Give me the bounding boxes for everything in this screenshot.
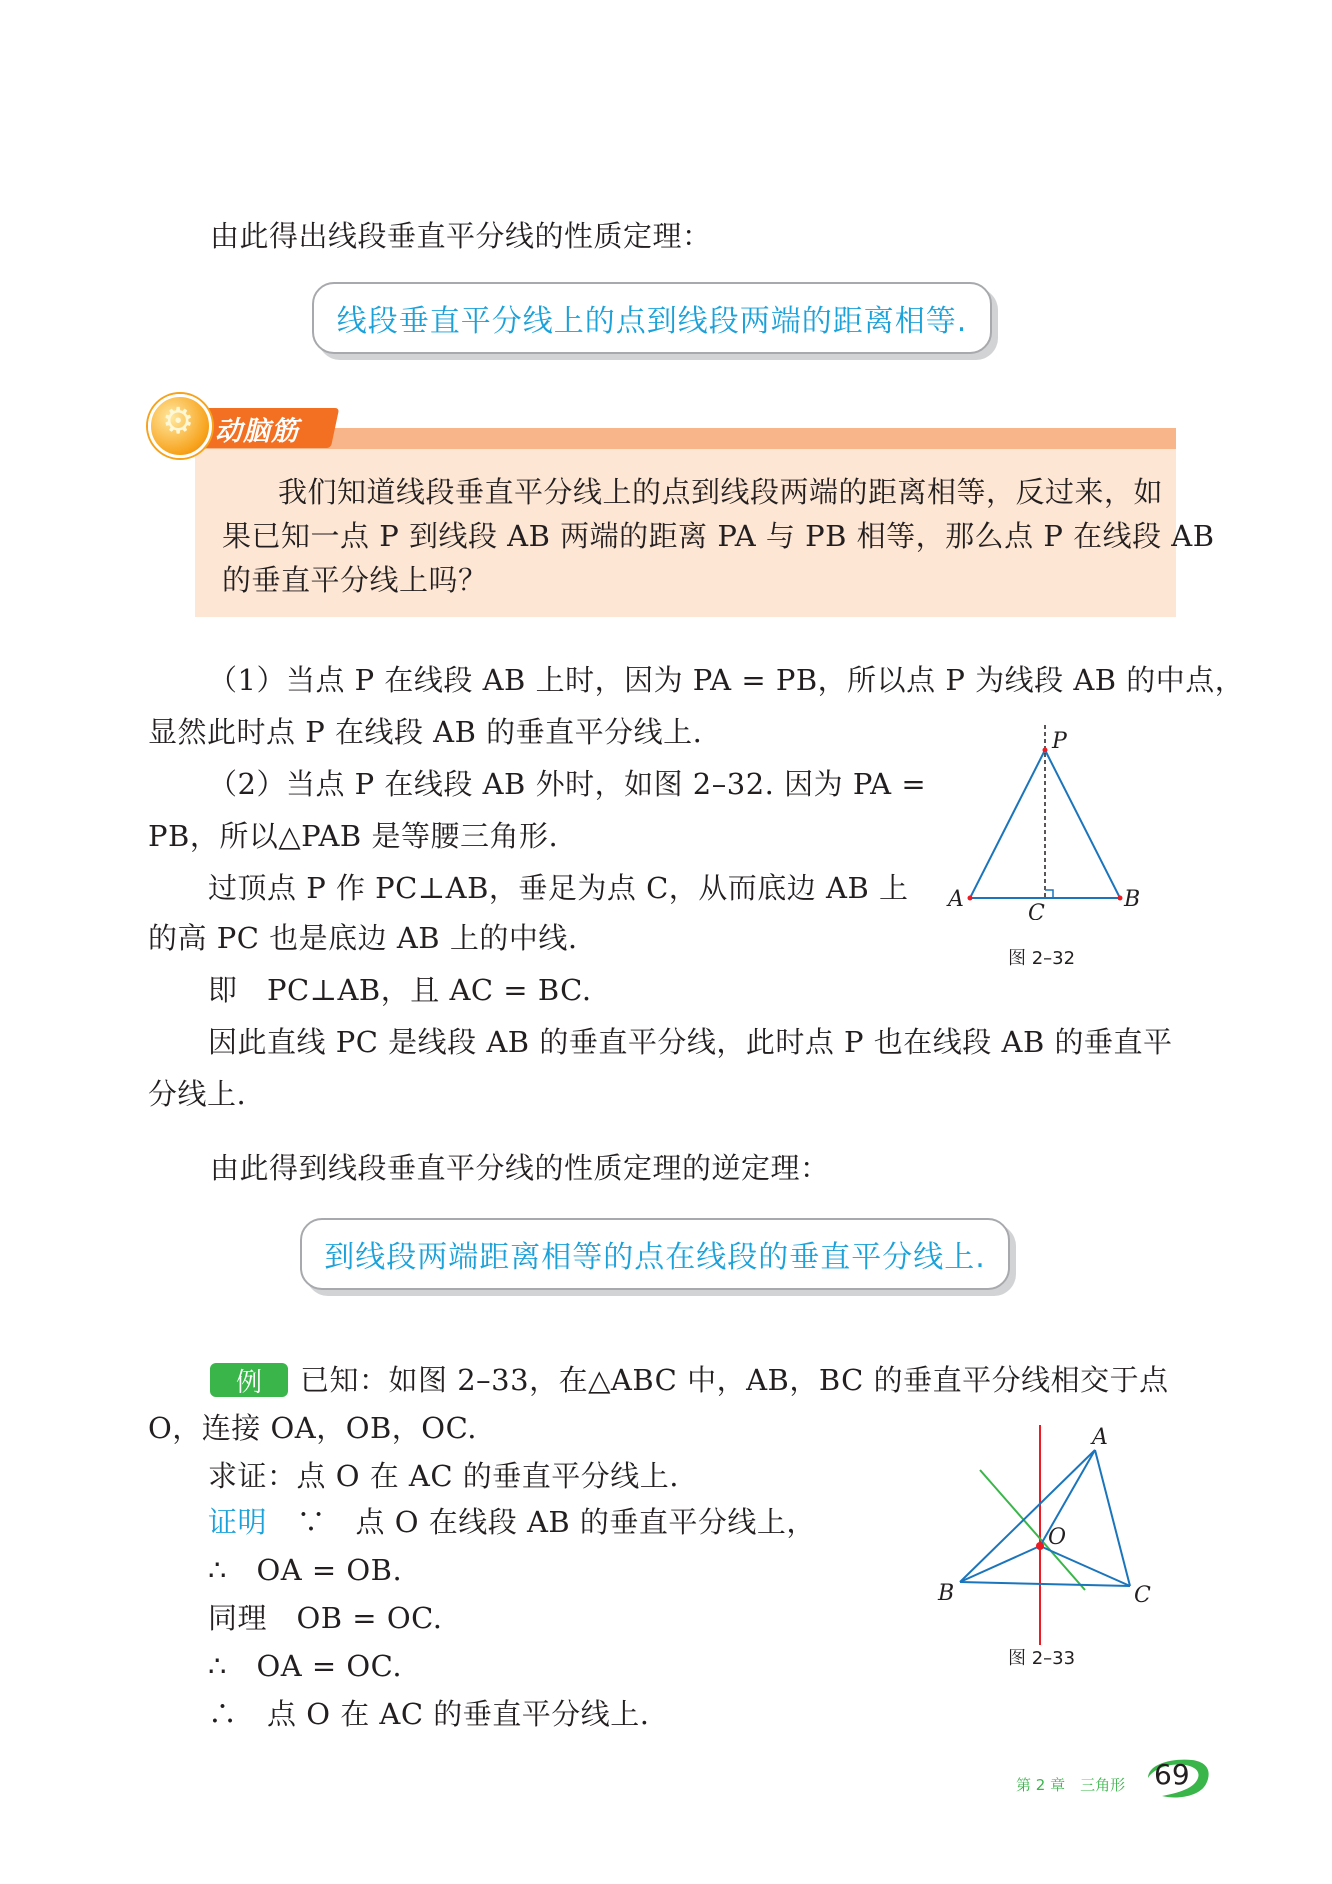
segment-oc	[1040, 1546, 1130, 1586]
label-p: P	[1052, 729, 1067, 754]
case2-line-7: 分线上.	[148, 1077, 247, 1111]
label-b-2: B	[938, 1581, 955, 1606]
figure-2-33	[920, 1420, 1170, 1650]
case2-line-6: 因此直线 PC 是线段 AB 的垂直平分线，此时点 P 也在线段 AB 的垂直平	[208, 1025, 1173, 1059]
perp-bisector-ab	[980, 1470, 1085, 1590]
example-line-1: 已知：如图 2–33，在△ABC 中，AB，BC 的垂直平分线相交于点	[300, 1363, 1169, 1397]
brainstorm-line-2: 果已知一点 P 到线段 AB 两端的距离 PA 与 PB 相等，那么点 P 在线段 AB	[222, 519, 1215, 553]
label-a: A	[948, 887, 964, 912]
case1-line-2: 显然此时点 P 在线段 AB 的垂直平分线上.	[148, 715, 703, 749]
label-a-2: A	[1092, 1425, 1108, 1450]
example-line-2: O，连接 OA，OB，OC.	[148, 1411, 477, 1445]
intro-text-1: 由此得出线段垂直平分线的性质定理：	[210, 219, 712, 253]
segment-pa	[970, 750, 1045, 898]
example-line-5: ∴ OA = OB.	[208, 1553, 403, 1587]
example-line-8: ∴ 点 O 在 AC 的垂直平分线上.	[208, 1697, 650, 1731]
example-badge: 例	[210, 1363, 288, 1397]
gear-icon: ⚙	[148, 394, 212, 458]
intro-text-2: 由此得到线段垂直平分线的性质定理的逆定理：	[210, 1151, 830, 1185]
page-number: 69	[1154, 1758, 1190, 1791]
point-b	[1118, 896, 1123, 901]
theorem-box-1	[312, 282, 992, 354]
case2-line-4: 的高 PC 也是底边 AB 上的中线.	[148, 921, 578, 955]
segment-ob	[960, 1546, 1040, 1582]
proof-label: 证明	[208, 1505, 268, 1539]
footer-chapter: 第 2 章 三角形	[1016, 1776, 1126, 1794]
theorem-text-1: 线段垂直平分线上的点到线段两端的距离相等.	[336, 304, 968, 339]
page-number-badge	[1142, 1756, 1212, 1800]
case2-line-3: 过顶点 P 作 PC⊥AB，垂足为点 C，从而底边 AB 上	[208, 871, 909, 905]
example-line-6: 同理 OB = OC.	[208, 1601, 443, 1635]
brainstorm-line-1: 我们知道线段垂直平分线上的点到线段两端的距离相等，反过来，如	[278, 475, 1164, 509]
point-a	[968, 896, 973, 901]
example-line-4: ∵ 点 O 在线段 AB 的垂直平分线上，	[296, 1505, 816, 1539]
segment-ac	[1095, 1450, 1130, 1586]
figure-2-32-caption: 图 2–32	[1008, 948, 1076, 969]
figure-2-32	[940, 720, 1160, 920]
example-line-7: ∴ OA = OC.	[208, 1649, 403, 1683]
label-c: C	[1028, 901, 1045, 920]
label-o: O	[1048, 1525, 1067, 1550]
brainstorm-line-3: 的垂直平分线上吗？	[222, 563, 488, 597]
theorem-box-2	[300, 1218, 1010, 1290]
case1-line-1: （1）当点 P 在线段 AB 上时，因为 PA = PB，所以点 P 为线段 AB 的中点，	[208, 663, 1245, 697]
segment-pb	[1045, 750, 1120, 898]
label-b: B	[1124, 887, 1141, 912]
case2-line-5: 即 PC⊥AB，且 AC = BC.	[208, 973, 592, 1007]
case2-line-1: （2）当点 P 在线段 AB 外时，如图 2–32. 因为 PA =	[208, 767, 927, 801]
right-angle-mark	[1045, 890, 1053, 898]
proof-line	[208, 1504, 816, 1540]
brainstorm-title: 动脑筋	[215, 416, 299, 447]
theorem-text-2: 到线段两端距离相等的点在线段的垂直平分线上.	[324, 1240, 986, 1275]
figure-2-33-caption: 图 2–33	[1008, 1648, 1076, 1669]
segment-bc	[960, 1582, 1130, 1586]
point-o	[1036, 1542, 1044, 1550]
case2-line-2: PB，所以△PAB 是等腰三角形.	[148, 819, 559, 853]
example-line-3: 求证：点 O 在 AC 的垂直平分线上.	[208, 1459, 679, 1493]
label-c-2: C	[1134, 1583, 1151, 1608]
point-p	[1043, 748, 1048, 753]
